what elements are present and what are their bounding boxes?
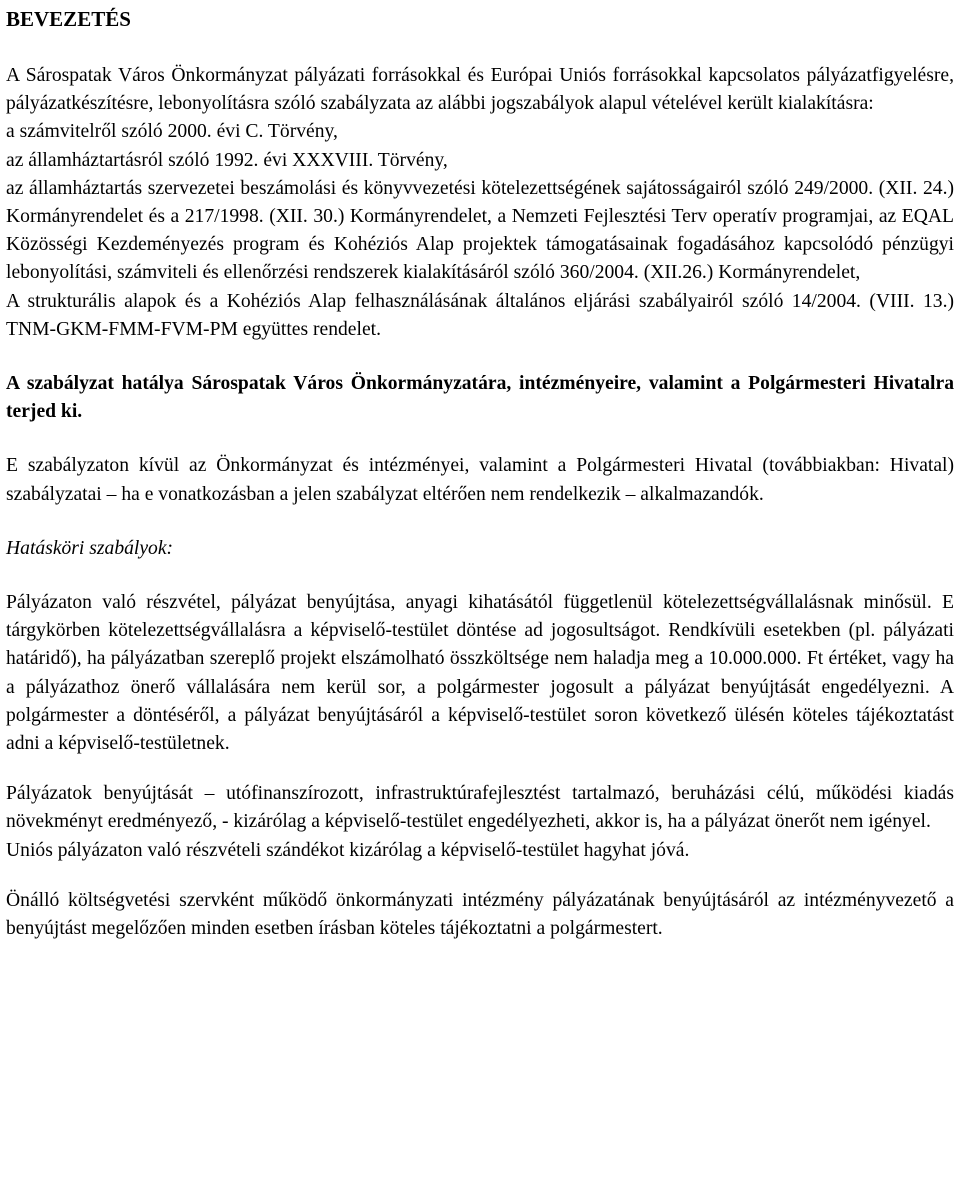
competence-paragraph-3: Uniós pályázaton való részvételi szándékot kizárólag a képviselő-testület hagyhat jóvá. xyxy=(6,839,690,861)
document-page xyxy=(6,0,954,943)
law-item-4: A strukturális alapok és a Kohéziós Alap felhasználásának általános eljárási szabályairól szóló 14/2004. (VIII. 13.) TNM-GKM-FMM-FVM-PM együttes rendelet. xyxy=(6,290,954,340)
law-item-3: az államháztartás szervezetei beszámolási és könyvvezetési kötelezettségének sajátosságairól szóló 249/2000. (XII. 24.) Kormányrendelet és a 217/1998. (XII. 30.) Kormányrendelet, a Nemzeti Fejlesztési Terv operatív programjai, az EQAL Közösségi Kezdeményezés program és Kohéziós Alap projektek támogatásainak fogadásához kapcsolódó pénzügyi lebonyolítási, számviteli és ellenőrzési rendszerek kialakításáról szóló 360/2004. (XII.26.) Kormányrendelet, xyxy=(6,177,954,284)
other-rules-paragraph: E szabályzaton kívül az Önkormányzat és intézményei, valamint a Polgármesteri Hivatal (továbbiakban: Hivatal) szabályzatai – ha e vonatkozásban a jelen szabályzat eltérően nem rendelkezik – alkalmazandók. xyxy=(6,455,954,505)
law-item-1: a számvitelről szóló 2000. évi C. Törvény, xyxy=(6,121,338,143)
document-heading: BEVEZETÉS xyxy=(6,7,131,31)
competence-paragraph-4: Önálló költségvetési szervként működő önkormányzati intézmény pályázatának benyújtásáról az intézményvezető a benyújtást megelőzően minden esetben írásban köteles tájékoztatni a polgármestert. xyxy=(6,889,954,940)
competence-heading: Hatásköri szabályok: xyxy=(6,537,174,559)
scope-paragraph: A szabályzat hatálya Sárospatak Város Önkormányzatára, intézményeire, valamint a Polgármesteri Hivatalra terjed ki. xyxy=(6,373,954,423)
competence-paragraph-2: Pályázatok benyújtását – utófinanszírozott, infrastruktúrafejlesztést tartalmazó, beruházási célú, működési kiadás növekményt eredményező, - kizárólag a képviselő-testület engedélyezheti, akkor is, ha a pályázat önerőt nem igényel. xyxy=(6,783,954,833)
law-item-2: az államháztartásról szóló 1992. évi XXXVIII. Törvény, xyxy=(6,149,448,171)
competence-paragraph-1: Pályázaton való részvétel, pályázat benyújtása, anyagi kihatásától függetlenül kötelezettségvállalásnak minősül. E tárgykörben kötelezettségvállalásra a képviselő-testület döntése ad jogosultságot. Rendkívüli esetekben (pl. pályázati határidő), ha pályázatban szereplő projekt elszámolható összköltsége nem haladja meg a 10.000.000. Ft értéket, vagy ha a pályázathoz önerő vállalására nem kerül sor, a polgármester jogosult a pályázat benyújtását engedélyezni. A polgármester a döntéséről, a pályázat benyújtásáról a képviselő-testület soron következő ülésén köteles tájékoztatást adni a képviselő-testületnek. xyxy=(6,592,954,755)
intro-paragraph: A Sárospatak Város Önkormányzat pályázati forrásokkal és Európai Uniós forrásokkal kapcsolatos pályázatfigyelésre, pályázatkészítésre, lebonyolításra szóló szabályzata az alábbi jogszabályok alapul vételével került kialakításra: xyxy=(6,65,954,115)
